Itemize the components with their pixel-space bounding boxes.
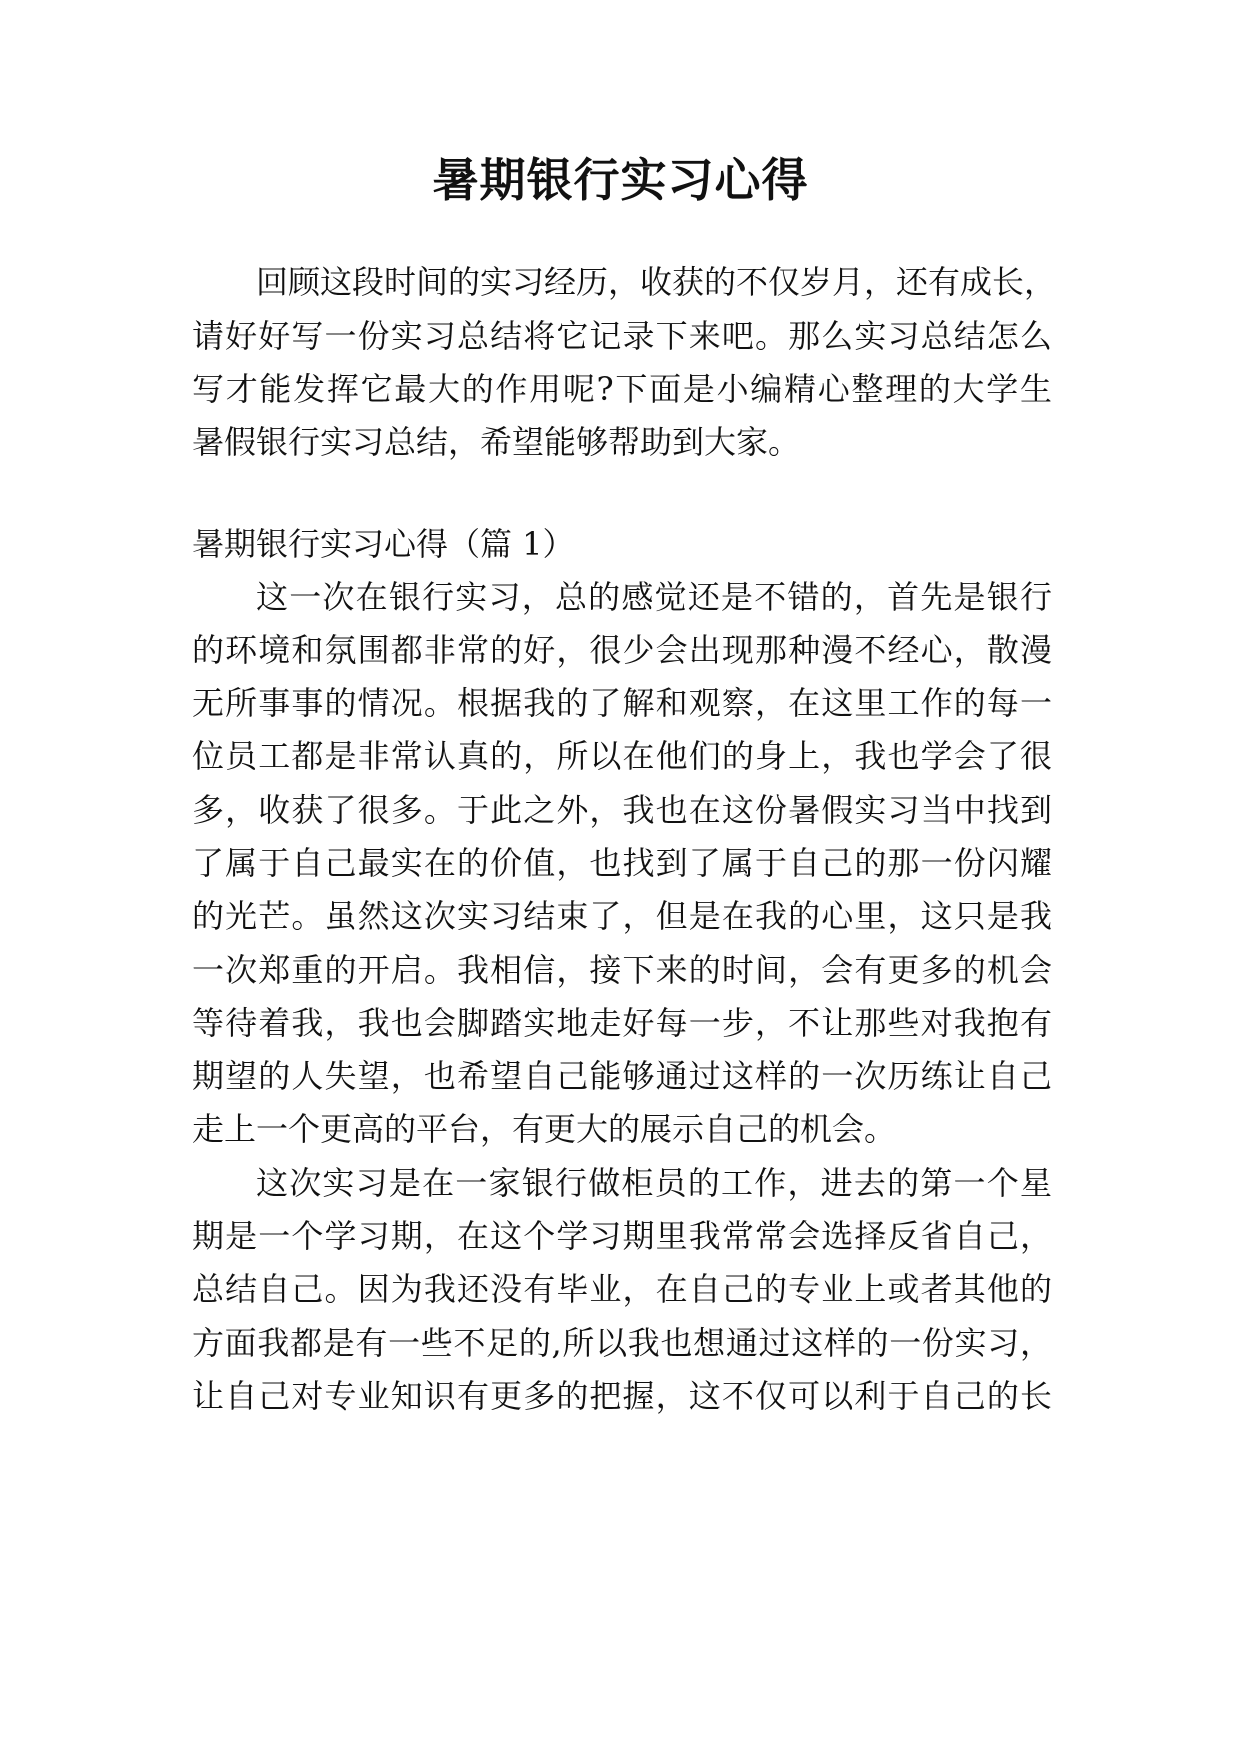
paragraph-line: 方面我都是有一些不足的,所以我也想通过这样的一份实习， — [192, 1324, 1052, 1362]
paragraph-line: 这一次在银行实习，总的感觉还是不错的，首先是银行 — [256, 578, 1052, 616]
paragraph-line: 无所事事的情况。根据我的了解和观察，在这里工作的每一 — [192, 684, 1052, 722]
paragraph-line: 一次郑重的开启。我相信，接下来的时间，会有更多的机会 — [192, 951, 1052, 989]
paragraph-line: 的光芒。虽然这次实习结束了，但是在我的心里，这只是我 — [192, 897, 1052, 935]
paragraph-line: 期是一个学习期，在这个学习期里我常常会选择反省自己， — [192, 1217, 1052, 1255]
intro-line: 写才能发挥它最大的作用呢?下面是小编精心整理的大学生 — [192, 370, 1052, 408]
paragraph-line: 的环境和氛围都非常的好，很少会出现那种漫不经心，散漫 — [192, 631, 1052, 669]
paragraph-line: 等待着我，我也会脚踏实地走好每一步，不让那些对我抱有 — [192, 1004, 1052, 1042]
paragraph-line: 位员工都是非常认真的，所以在他们的身上，我也学会了很 — [192, 737, 1052, 775]
section-heading: 暑期银行实习心得（篇 1） — [192, 525, 575, 563]
document-title: 暑期银行实习心得 — [432, 153, 809, 207]
paragraph-line: 走上一个更高的平台，有更大的展示自己的机会。 — [192, 1110, 897, 1148]
paragraph-line: 总结自己。因为我还没有毕业，在自己的专业上或者其他的 — [192, 1270, 1052, 1308]
paragraph-line: 这次实习是在一家银行做柜员的工作，进去的第一个星 — [256, 1164, 1052, 1202]
intro-line: 回顾这段时间的实习经历，收获的不仅岁月，还有成长， — [256, 263, 1057, 301]
paragraph-line: 多，收获了很多。于此之外，我也在这份暑假实习当中找到 — [192, 791, 1052, 829]
intro-line: 请好好写一份实习总结将它记录下来吧。那么实习总结怎么 — [192, 317, 1052, 355]
paragraph-line: 期望的人失望，也希望自己能够通过这样的一次历练让自己 — [192, 1057, 1052, 1095]
paragraph-line: 让自己对专业知识有更多的把握，这不仅可以利于自己的长 — [192, 1377, 1052, 1415]
paragraph-line: 了属于自己最实在的价值，也找到了属于自己的那一份闪耀 — [192, 844, 1052, 882]
intro-line: 暑假银行实习总结，希望能够帮助到大家。 — [192, 423, 801, 461]
